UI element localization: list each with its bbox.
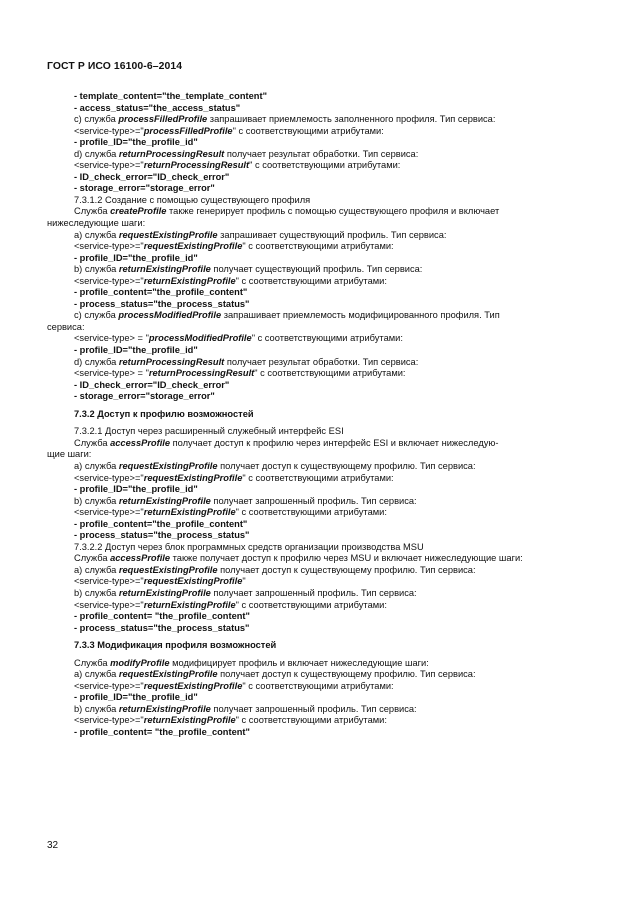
text-run: b) служба — [74, 495, 119, 506]
text-line — [47, 299, 599, 311]
text-run: " с соответствующими атрибутами: — [251, 333, 403, 344]
document-header: ГОСТ Р ИСО 16100-6–2014 — [47, 61, 183, 72]
text-line — [47, 241, 599, 253]
emphasis-run: requestExistingProfile — [143, 680, 243, 691]
text-run: <service-type>=" — [74, 241, 144, 252]
text-run: 7.3.2.1 Доступ через расширенный служебный интерфейс ESI — [74, 426, 344, 437]
text-line — [47, 253, 599, 265]
text-line — [47, 264, 599, 276]
text-run: получает результат обработки. Тип сервиса: — [224, 148, 419, 159]
emphasis-run: returnExistingProfile — [118, 495, 211, 506]
emphasis-run: returnExistingProfile — [143, 715, 236, 726]
emphasis-run: processModifiedProfile — [118, 310, 222, 321]
text-run: <service-type>=" — [74, 472, 144, 483]
emphasis-run: processFilledProfile — [118, 114, 208, 125]
text-line — [47, 623, 599, 635]
emphasis-run: 7.3.2 Доступ к профилю возможностей — [74, 408, 254, 419]
emphasis-run: createProfile — [110, 206, 167, 217]
page-number: 32 — [47, 840, 59, 851]
text-line — [47, 160, 599, 172]
text-line — [47, 218, 599, 230]
text-line — [47, 380, 599, 392]
text-run: " — [242, 576, 246, 587]
text-run: также генерирует профиль с помощью существующего профиля и включает — [166, 206, 500, 217]
emphasis-run: requestExistingProfile — [143, 472, 243, 483]
emphasis-run: - ID_check_error="ID_check_error" — [74, 171, 230, 182]
emphasis-run: requestExistingProfile — [118, 460, 218, 471]
text-line — [47, 692, 599, 704]
text-line — [47, 681, 599, 693]
text-run: Служба — [74, 553, 111, 564]
text-run: получает доступ к существующему профилю. Тип сервиса: — [217, 460, 476, 471]
emphasis-run: - template_content="the_template_content" — [74, 91, 267, 101]
emphasis-run: returnExistingProfile — [118, 703, 211, 714]
text-line — [47, 553, 599, 565]
document-body — [47, 91, 599, 739]
emphasis-run: - process_status="the_process_status" — [74, 622, 250, 633]
emphasis-run: - profile_content="the_profile_content" — [74, 287, 248, 298]
text-line — [47, 357, 599, 369]
text-line — [47, 103, 599, 115]
text-run: " с соответствующими атрибутами: — [235, 275, 387, 286]
emphasis-run: - process_status="the_process_status" — [74, 530, 250, 541]
text-line — [47, 715, 599, 727]
text-run: <service-type>=" — [74, 275, 144, 286]
text-run: " с соответствующими атрибутами: — [235, 715, 387, 726]
emphasis-run: - profile_ID="the_profile_id" — [74, 692, 198, 703]
text-line — [47, 565, 599, 577]
emphasis-run: - ID_check_error="ID_check_error" — [74, 379, 230, 390]
text-run: " с соответствующими атрибутами: — [242, 472, 394, 483]
text-line — [47, 126, 599, 138]
text-run: Служба — [74, 437, 111, 448]
text-line — [47, 114, 599, 126]
text-line — [47, 333, 599, 345]
text-line — [47, 91, 599, 103]
text-line — [47, 230, 599, 242]
emphasis-run: modifyProfile — [110, 657, 170, 668]
text-run: получает доступ к существующему профилю. Тип сервиса: — [217, 669, 476, 680]
emphasis-run: returnProcessingResult — [143, 160, 250, 171]
text-run: d) служба — [74, 148, 119, 159]
text-run: получает доступ к существующему профилю. Тип сервиса: — [217, 564, 476, 575]
emphasis-run: returnExistingProfile — [118, 587, 211, 598]
text-run: 7.3.2.2 Доступ через блок программных средств организации производства MSU — [74, 541, 424, 552]
text-line — [47, 276, 599, 288]
text-line — [47, 640, 599, 652]
text-line — [47, 507, 599, 519]
emphasis-run: - profile_content= "the_profile_content" — [74, 611, 250, 622]
text-run: а) служба — [74, 229, 119, 240]
text-run: <service-type>=" — [74, 599, 144, 610]
text-run: <service-type> = " — [74, 368, 149, 379]
emphasis-run: - process_status="the_process_status" — [74, 298, 250, 309]
text-run: " с соответствующими атрибутами: — [242, 241, 394, 252]
text-run: запрашивает существующий профиль. Тип сервиса: — [217, 229, 447, 240]
text-line — [47, 206, 599, 218]
text-run: Служба — [74, 657, 111, 668]
text-run: c) служба — [74, 114, 119, 125]
text-line — [47, 287, 599, 299]
text-run: " с соответствующими атрибутами: — [235, 507, 387, 518]
emphasis-run: returnProcessingResult — [148, 368, 255, 379]
text-line — [47, 322, 599, 334]
emphasis-run: - profile_ID="the_profile_id" — [74, 252, 198, 263]
emphasis-run: - storage_error="storage_error" — [74, 183, 215, 194]
emphasis-run: - access_status="the_access_status" — [74, 102, 241, 113]
emphasis-run: requestExistingProfile — [143, 576, 243, 587]
text-run: запрашивает приемлемость заполненного профиля. Тип сервиса: — [207, 114, 496, 125]
text-run: <service-type>=" — [74, 125, 144, 136]
text-run: 7.3.1.2 Создание с помощью существующего профиля — [74, 194, 311, 205]
emphasis-run: requestExistingProfile — [143, 241, 243, 252]
text-line — [47, 473, 599, 485]
text-line — [47, 519, 599, 531]
emphasis-run: - profile_ID="the_profile_id" — [74, 137, 198, 148]
text-line — [47, 368, 599, 380]
text-run: получает запрошенный профиль. Тип сервиса: — [210, 587, 417, 598]
text-line — [47, 530, 599, 542]
emphasis-run: - profile_ID="the_profile_id" — [74, 484, 198, 495]
emphasis-run: accessProfile — [110, 437, 171, 448]
text-line — [47, 149, 599, 161]
text-line — [47, 345, 599, 357]
text-run: " с соответствующими атрибутами: — [249, 160, 401, 171]
text-line — [47, 310, 599, 322]
emphasis-run: - storage_error="storage_error" — [74, 391, 215, 402]
text-run: также получает доступ к профилю через MSU и включает нижеследующие шаги: — [170, 553, 523, 564]
text-line — [47, 409, 599, 421]
text-run: получает запрошенный профиль. Тип сервиса: — [210, 703, 417, 714]
text-line — [47, 195, 599, 207]
emphasis-run: requestExistingProfile — [118, 229, 218, 240]
text-run: <service-type>=" — [74, 576, 144, 587]
emphasis-run: - profile_content="the_profile_content" — [74, 518, 248, 529]
text-run: а) служба — [74, 460, 119, 471]
text-run: " с соответствующими атрибутами: — [235, 599, 387, 610]
text-run: b) служба — [74, 264, 119, 275]
text-run: а) служба — [74, 564, 119, 575]
emphasis-run: accessProfile — [110, 553, 171, 564]
text-run: получает существующий профиль. Тип сервиса: — [210, 264, 423, 275]
emphasis-run: 7.3.3 Модификация профиля возможностей — [74, 640, 277, 651]
text-run: b) служба — [74, 703, 119, 714]
text-line — [47, 438, 599, 450]
text-run: запрашивает приемлемость модифицированного профиля. Тип — [221, 310, 500, 321]
text-run: " с соответствующими атрибутами: — [242, 680, 394, 691]
emphasis-run: - profile_content= "the_profile_content" — [74, 726, 250, 737]
text-line — [47, 426, 599, 438]
emphasis-run: returnExistingProfile — [143, 507, 236, 518]
emphasis-run: returnProcessingResult — [118, 356, 225, 367]
text-line — [47, 588, 599, 600]
text-run: <service-type>=" — [74, 160, 144, 171]
text-run: " с соответствующими атрибутами: — [254, 368, 406, 379]
text-line — [47, 611, 599, 623]
text-line — [47, 669, 599, 681]
text-line — [47, 391, 599, 403]
emphasis-run: returnExistingProfile — [118, 264, 211, 275]
text-run: <service-type>=" — [74, 715, 144, 726]
text-line — [47, 704, 599, 716]
text-line — [47, 461, 599, 473]
text-line — [47, 600, 599, 612]
text-run: получает результат обработки. Тип сервиса: — [224, 356, 419, 367]
emphasis-run: requestExistingProfile — [118, 564, 218, 575]
text-run: модифицирует профиль и включает нижеследующие шаги: — [169, 657, 429, 668]
emphasis-run: processModifiedProfile — [148, 333, 252, 344]
text-run: <service-type>=" — [74, 680, 144, 691]
text-line — [47, 542, 599, 554]
text-run: <service-type> = " — [74, 333, 149, 344]
emphasis-run: - profile_ID="the_profile_id" — [74, 345, 198, 356]
text-run: получает запрошенный профиль. Тип сервиса: — [210, 495, 417, 506]
text-run: b) служба — [74, 587, 119, 598]
text-run: сервиса: — [47, 321, 85, 332]
emphasis-run: returnExistingProfile — [143, 599, 236, 610]
text-run: а) служба — [74, 669, 119, 680]
text-line — [47, 484, 599, 496]
text-run: <service-type>=" — [74, 507, 144, 518]
text-run: получает доступ к профилю через интерфейс ESI и включает нижеследую- — [170, 437, 499, 448]
text-run: c) служба — [74, 310, 119, 321]
text-line — [47, 449, 599, 461]
text-line — [47, 727, 599, 739]
text-run: щие шаги: — [47, 449, 92, 460]
text-line — [47, 658, 599, 670]
text-line — [47, 576, 599, 588]
text-line — [47, 137, 599, 149]
emphasis-run: returnExistingProfile — [143, 275, 236, 286]
text-run: d) служба — [74, 356, 119, 367]
text-run: " с соответствующими атрибутами: — [232, 125, 384, 136]
emphasis-run: processFilledProfile — [143, 125, 233, 136]
emphasis-run: requestExistingProfile — [118, 669, 218, 680]
text-line — [47, 496, 599, 508]
text-run: Служба — [74, 206, 111, 217]
text-line — [47, 172, 599, 184]
text-run: нижеследующие шаги: — [47, 218, 146, 229]
text-line — [47, 183, 599, 195]
emphasis-run: returnProcessingResult — [118, 148, 225, 159]
